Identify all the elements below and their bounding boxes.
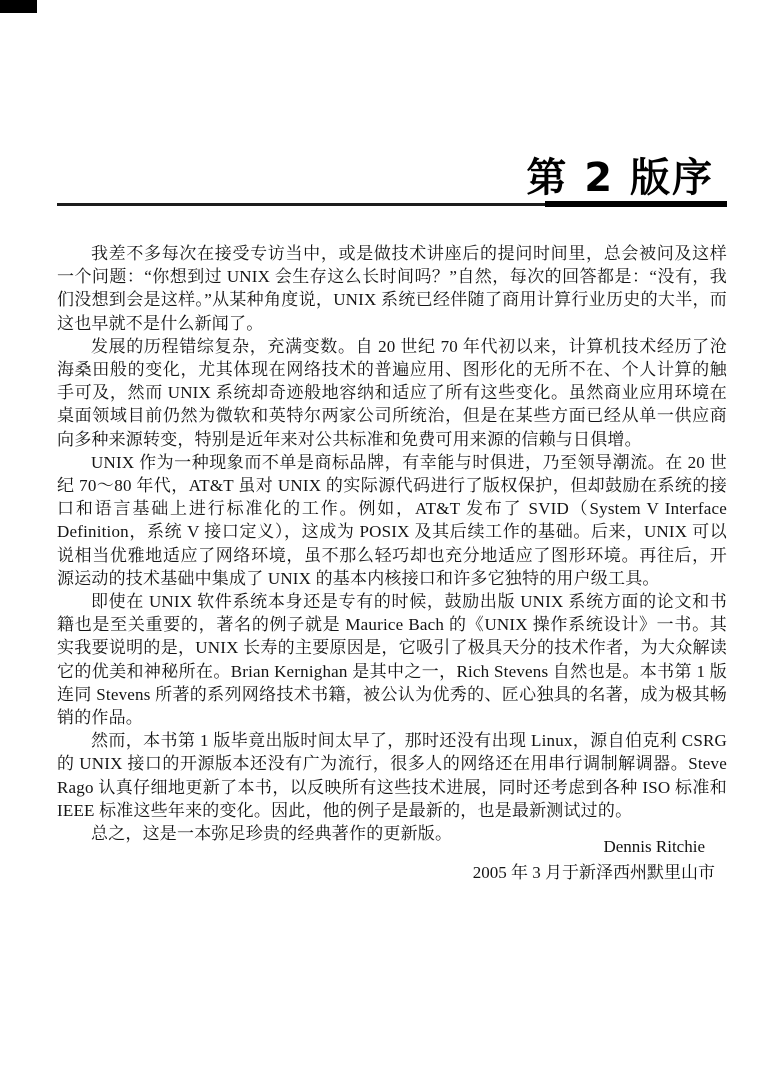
signature-date-place: 2005 年 3 月于新泽西州默里山市 [472,863,715,882]
preface-paragraph: 即使在 UNIX 软件系统本身还是专有的时候，鼓励出版 UNIX 系统方面的论文和书籍也是至关重要的，著名的例子就是 Maurice Bach 的《UNIX 操作系统设计》一书。其实我要说明的是，UNIX 长寿的主要原因是，它吸引了极具天分的技术作者，为大众解读它的优美和神秘所在。Brian Kernighan 是其中之一，Rich Stevens 自然也是。本书第 1 版连同 Stevens 所著的系列网络技术书籍，被公认为优秀的、匠心独具的名著，成为极其畅销的作品。 [57,592,727,728]
page-title: 第 2 版序 [526,155,714,201]
signature-name: Dennis Ritchie [603,837,705,856]
preface-paragraph: 然而，本书第 1 版毕竟出版时间太早了，那时还没有出现 Linux，源自伯克利 CSRG 的 UNIX 接口的开源版本还没有广为流行，很多人的网络还在用串行调制解调器。Steve Rago 认真仔细地更新了本书，以反映所有这些技术进展，同时还考虑到各种 ISO 标准和 IEEE 标准这些年来的变化。因此，他的例子是最新的，也是最新测试过的。 [57,731,727,820]
preface-paragraph: 发展的历程错综复杂，充满变数。自 20 世纪 70 年代初以来，计算机技术经历了沧海桑田般的变化，尤其体现在网络技术的普遍应用、图形化的无所不在、个人计算的触手可及，然而 UNIX 系统却奇迹般地容纳和适应了所有这些变化。虽然商业应用环境在桌面领域目前仍然为微软和英特尔两家公司所统治，但是在某些方面已经从单一供应商向多种来源转变，特别是近年来对公共标准和免费可用来源的信赖与日俱增。 [57,336,727,449]
preface-paragraph: 我差不多每次在接受专访当中，或是做技术讲座后的提问时间里，总会被问及这样一个问题：“你想到过 UNIX 会生存这么长时间吗？”自然，每次的回答都是：“没有，我们没想到会是这样。”从某种角度说，UNIX 系统已经伴随了商用计算行业历史的大半，而这也早就不是什么新闻了。 [57,244,727,333]
preface-paragraph: 总之，这是一本弥足珍贵的经典著作的更新版。 [91,824,453,844]
preface-paragraph: UNIX 作为一种现象而不单是商标品牌，有幸能与时俱进，乃至领导潮流。在 20 世纪 70～80 年代，AT&T 虽对 UNIX 的实际源代码进行了版权保护，但却鼓励在系统的接口和语言基础上进行标准化的工作。例如，AT&T 发布了 SVID（System V Interface Definition，系统 V 接口定义），这成为 POSIX 及其后续工作的基础。后来，UNIX 可以说相当优雅地适应了网络环境，虽不那么轻巧却也充分地适应了图形环境。再往后，开源运动的技术基础中集成了 UNIX 的基本内核接口和许多它独特的用户级工具。 [57,452,727,588]
title-rule-thick [545,201,727,207]
scan-artifact-corner [0,0,37,13]
preface-body [57,242,727,845]
title-rule-thin [57,203,546,206]
signature-block [473,834,715,886]
